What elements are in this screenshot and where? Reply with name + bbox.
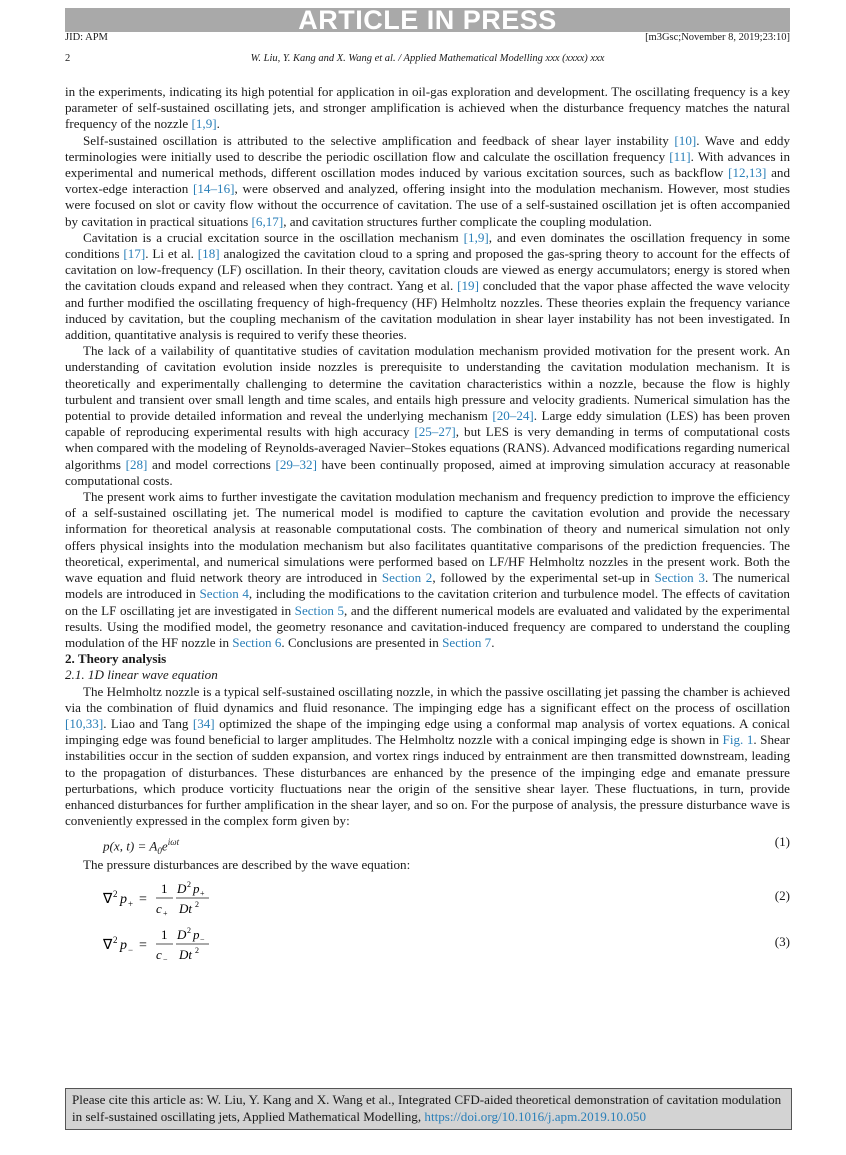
svg-text:Dt: Dt [179,900,192,916]
reference-link[interactable]: [17] [123,246,146,262]
svg-text:−: − [163,954,168,964]
article-in-press-banner [65,5,790,35]
section-link[interactable]: Section 6 [232,634,282,650]
reference-link[interactable]: [10,33] [65,715,104,731]
equation-2-number: (2) [774,887,790,903]
equation-2 [65,876,790,920]
svg-text:2: 2 [195,945,199,955]
reference-link[interactable]: [19] [457,278,479,294]
reference-link[interactable]: [28] [125,456,148,472]
svg-text:∇: ∇ [103,937,113,953]
equation-1 [65,832,790,857]
svg-text:−: − [200,934,205,944]
paragraph: Cavitation is a crucial excitation source in the oscillation mechanism [1,9], and even dominates the oscillation frequency in some conditions [17]. Li et al. [18] analogized the cavitation cloud to a spring and proposed the gas-spring theory to account for the effects of cavitation on low-frequency (LF) oscillation. In their theory, cavitation clouds are viewed as energy accumulators; energy is stored when the cavitation clouds expand and released when they contract. Yang et al. [19] concluded that the vapor phase affected the wave velocity and further modified the oscillating frequency of high-frequency (HF) Helmholtz nozzles. These theories explain the frequency variance induced by cavitation, but the coupling mechanism of the cavitation modulation in shear layer instability has not been investigated. In addition, quantitative analysis is required to verify these theories. [65,229,790,343]
svg-text:D: D [177,926,187,942]
svg-text:p: p [120,937,127,953]
paragraph: The present work aims to further investigate the cavitation modulation mechanism and frequency prediction to improve the efficiency of a self-sustained oscillating jet. The numerical model is modified to capture the cavitation evolution and provide the necessary information for theoretical analysis at reasonable computational costs. The combination of theory and numerical simulation not only offers physical insights into the modulation mechanism but also facilitates quantitative comparisons of the prediction frequencies. The theoretical, experimental, and numerical simulations were performed based on LF/HF Helmholtz nozzles in the present work. Both the wave equation and fluid network theory are introduced in Section 2, followed by the experimental set-up in Section 3. The numerical models are introduced in Section 4, including the modifications to the cavitation criterion and turbulence model. The effects of cavitation on the LF oscillating jet are investigated in Section 5, and the different numerical models are evaluated and validated by the experimental results. Using the modified model, the geometry resonance and cavitation-induced frequency are compared to understand the coupling modulation of the HF nozzle in Section 6. Conclusions are presented in Section 7. [65,489,791,650]
svg-text:1: 1 [161,880,168,896]
equation-1-number: (1) [774,834,790,850]
reference-link[interactable]: [6,17] [251,213,284,229]
section-link[interactable]: Section 5 [294,602,345,618]
doi-link[interactable]: https://doi.org/10.1016/j.apm.2019.10.050 [424,1109,647,1124]
svg-text:1: 1 [161,926,168,942]
page-number: 2 [65,53,71,64]
svg-text:+: + [200,888,205,898]
section-heading: 2. Theory analysis [65,651,167,667]
banner-text: ARTICLE IN PRESS [298,5,557,35]
running-title: W. Liu, Y. Kang and X. Wang et al. / Applied Mathematical Modelling xxx (xxxx) xxx [250,53,605,64]
section-link[interactable]: Section 4 [199,586,249,602]
svg-text:=: = [139,937,147,953]
svg-text:=: = [139,891,147,907]
svg-text:p: p [193,926,200,942]
reference-link[interactable]: [1,9] [463,229,489,245]
citation-box [65,1088,792,1130]
section-link[interactable]: Section 3 [654,570,705,586]
equation-3-expression [103,922,243,966]
svg-text:p: p [120,891,127,907]
svg-text:2: 2 [187,925,191,935]
svg-text:∇: ∇ [103,891,113,907]
equation-3 [65,922,790,966]
paragraph: The pressure disturbances are described by the wave equation: [83,857,411,873]
svg-text:c: c [156,946,162,962]
svg-text:2: 2 [195,899,199,909]
reference-link[interactable]: [12,13] [728,165,767,181]
svg-text:2: 2 [113,888,118,899]
equation-2-expression [103,876,243,920]
reference-link[interactable]: [14–16] [193,181,235,197]
build-stamp: [m3Gsc;November 8, 2019;23:10] [645,32,790,43]
subsection-heading: 2.1. 1D linear wave equation [65,667,218,683]
svg-text:2: 2 [187,879,191,889]
journal-id: JID: APM [65,32,108,43]
svg-text:+: + [163,908,168,918]
figure-link[interactable]: Fig. 1 [722,732,754,748]
svg-text:2: 2 [113,934,118,945]
svg-text:+: + [128,898,134,909]
svg-text:Dt: Dt [179,946,192,962]
paragraph: Self-sustained oscillation is attributed to the selective amplification and feedback of shear layer instability [10]. Wave and eddy terminologies were initially used to describe the periodic oscillation flow and calculate the oscillation frequency [11]. With advances in experimental and numerical methods, different oscillation modes induced by various excitation sources, such as backflow [12,13] and vortex-edge interaction [14–16], were observed and analyzed, offering insight into the modulation mechanism. However, most studies were focused on slot or cavity flow without the occurrence of cavitation. The use of a self-sustained oscillation jet is often accompanied by cavitation in practical situations [6,17], and cavitation structures further complicate the coupling modulation. [65,132,790,229]
svg-text:−: − [128,944,134,955]
svg-text:D: D [177,880,187,896]
svg-text:c: c [156,900,162,916]
section-link[interactable]: Section 2 [381,570,433,586]
equation-3-number: (3) [774,933,790,949]
reference-link[interactable]: [10] [674,132,697,148]
section-link[interactable]: Section 7 [442,634,492,650]
paragraph: The lack of a vailability of quantitative studies of cavitation modulation mechanism provided motivation for the present work. An understanding of cavitation evolution inside nozzles is prerequisite to understanding the cavitation modulation mechanism. It is theoretically and experimentally challenging to determine the cavitation characteristics within a nozzle, because the flow is highly turbulent and transient over small length and time scales, and entails high pressure and velocity gradients. Numerical simulation has the potential to provide detailed information and reveal the underlying mechanism [20–24]. Large eddy simulation (LES) has been proven capable of reproducing experimental results with high accuracy [25–27], but LES is very demanding in terms of computational costs when compared with the modeling of Reynolds-averaged Navier–Stokes equations (RANS). Advanced modifications regarding numerical algorithms [28] and model corrections [29–32] have been continually proposed, aimed at improving simulation accuracy at reasonable computational costs. [65,343,791,488]
citation-text: Please cite this article as: W. Liu, Y. Kang and X. Wang et al., Integrated CFD-aided theoretical demonstration of cavitation modulation in self-sustained oscillating jets, Applied Mathematical Modelling, [72,1092,782,1124]
paragraph: The Helmholtz nozzle is a typical self-sustained oscillating nozzle, in which the passive oscillating jet passing the chamber is achieved via the combination of fluid dynamics and fluid resonance. The impinging edge has a significant effect on the process of oscillation [10,33]. Liao and Tang [34] optimized the shape of the impinging edge using a conformal map analysis of vortex equations. A conical impinging edge was found beneficial to larger amplitudes. The Helmholtz nozzle with a conical impinging edge is shown in Fig. 1. Shear instabilities occur in the section of sudden expansion, and vortex rings induced by entrainment are then transmitted downstream, leading to the propagation of disturbances. These disturbances are enhanced by the presence of the impinging edge and emanate pressure perturbations, which produce vorticity fluctuations near the origin of the sensitive shear layer. These fluctuations, in turn, provide enhanced disturbances for further amplification in the shear layer, and so on. For the purpose of analysis, the pressure disturbance wave is conveniently expressed in the complex form given by: [65,683,790,829]
reference-link[interactable]: [18] [197,246,220,262]
paragraph: in the experiments, indicating its high potential for application in oil-gas exploration and development. The oscillating frequency is a key parameter of self-sustained oscillating jets, and stronger amplification is achieved when the disturbance frequency matches the natural frequency of the nozzle [1,9]. [65,84,790,132]
article-body [65,84,790,968]
reference-link[interactable]: [1,9] [191,116,217,132]
equation-1-expression: p(x, $t) = A_0e^{i\omega t}$ [103,837,180,857]
reference-link[interactable]: [20–24] [492,408,534,424]
reference-link[interactable]: [29–32] [275,456,317,472]
reference-link[interactable]: [11] [669,148,691,164]
reference-link[interactable]: [34] [192,715,215,731]
reference-link[interactable]: [25–27] [414,424,456,440]
svg-text:p: p [193,880,200,896]
